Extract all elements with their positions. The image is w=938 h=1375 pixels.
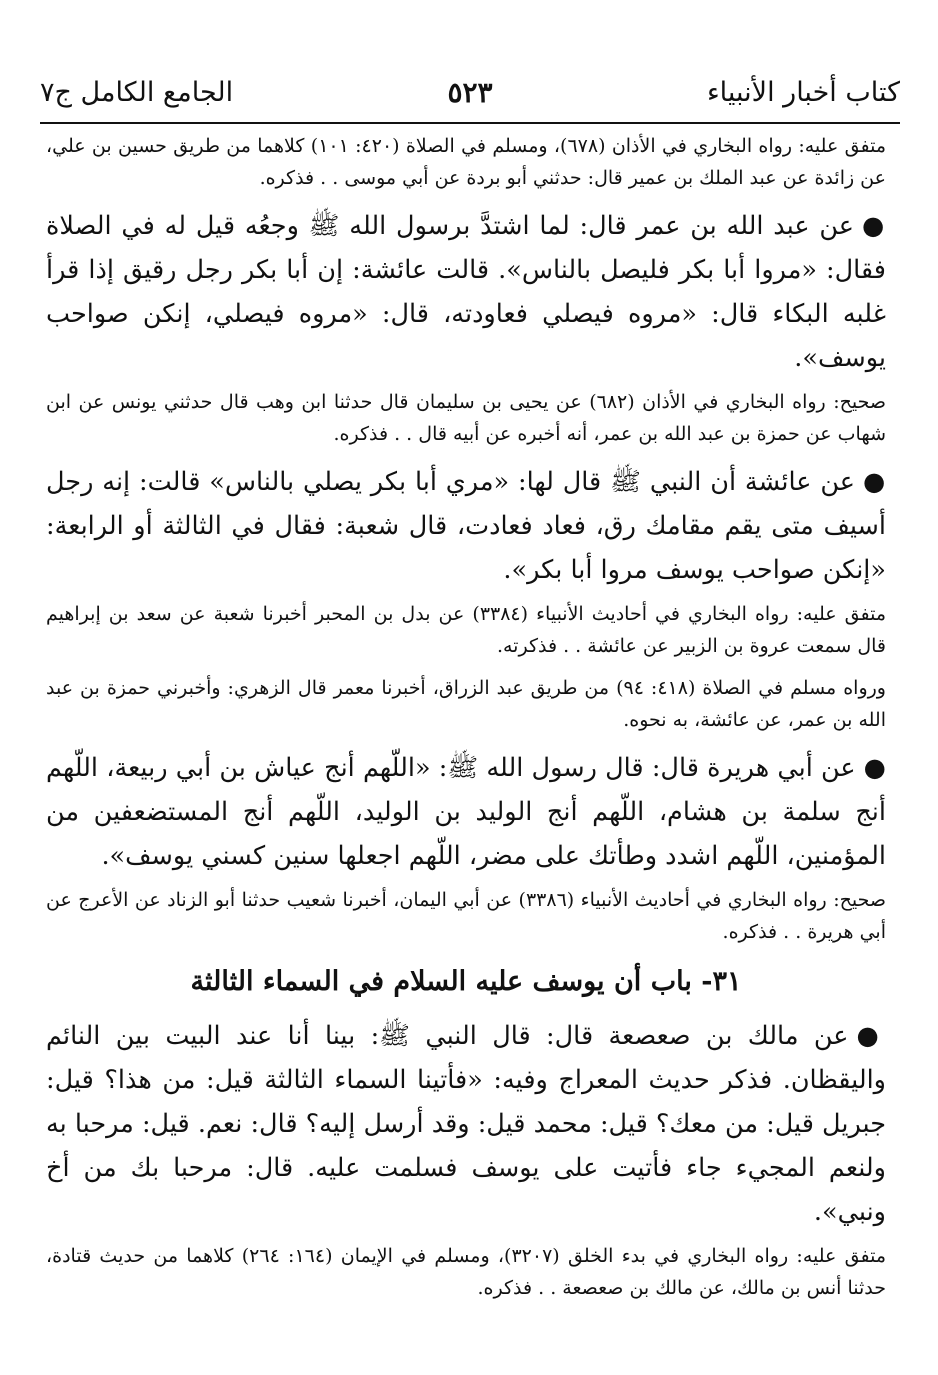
page-number: ٥٢٣ — [447, 75, 493, 109]
hadith-paragraph: ●عن أبي هريرة قال: قال رسول الله ﷺ: «اللّهم أنج عياش بن أبي ربيعة، اللّهم أنج سلمة بن هشام، اللّهم أنج الوليد بن الوليد، اللّهم أنج المستضعفين من المؤمنين، اللّهم اشدد وطأتك على مضر، اللّهم اجعلها سنين كسني يوسف». — [46, 753, 886, 871]
header-rule — [40, 122, 900, 124]
takhrij-note: صحيح: رواه البخاري في أحاديث الأنبياء (٣٣٨٦) عن أبي اليمان، أخبرنا شعيب حدثنا أبو الزناد عن الأعرج عن أبي هريرة . . فذكره. — [46, 889, 886, 943]
bullet-icon: ● — [863, 753, 886, 783]
page-header — [40, 66, 900, 118]
takhrij-note: متفق عليه: رواه البخاري في بدء الخلق (٣٢٠٧)، ومسلم في الإيمان (١٦٤: ٢٦٤) كلاهما من حديث قتادة، حدثنا أنس بن مالك، عن مالك بن صعصعة . . فذكره. — [46, 1245, 887, 1299]
takhrij-note: متفق عليه: رواه البخاري في أحاديث الأنبياء (٣٣٨٤) عن بدل بن المحبر أخبرنا شعبة عن سعد بن إبراهيم قال سمعت عروة بن الزبير عن عائشة . . فذكرته. — [46, 603, 886, 657]
book-chapter-title: كتاب أخبار الأنبياء — [706, 76, 900, 108]
bullet-icon: ● — [856, 1021, 886, 1051]
hadith-paragraph: ●عن عبد الله بن عمر قال: لما اشتدَّ برسول الله ﷺ وجعُه قيل له في الصلاة فقال: «مروا أبا بكر فليصل بالناس». قالت عائشة: إن أبا بكر رجل رقيق إذا قرأ غلبه البكاء قال: «مروه فيصلي فعاودته، قال: «مروه فيصلي، إنكن صواحب يوسف». — [46, 211, 886, 373]
takhrij-note: متفق عليه: رواه البخاري في الأذان (٦٧٨)، ومسلم في الصلاة (٤٢٠: ١٠١) كلاهما من طريق حسين بن علي، عن زائدة عن عبد الملك بن عمير قال: حدثني أبو بردة عن أبي موسى . . فذكره. — [46, 135, 886, 189]
book-volume-title: الجامع الكامل ج٧ — [40, 76, 234, 108]
takhrij-note: ورواه مسلم في الصلاة (٤١٨: ٩٤) من طريق عبد الزراق، أخبرنا معمر قال الزهري: وأخبرني حمزة بن عبد الله بن عمر، عن عائشة، به نحوه. — [46, 677, 886, 731]
section-heading: ٣١- باب أن يوسف عليه السلام في السماء الثالثة — [190, 966, 742, 997]
bullet-icon: ● — [862, 467, 886, 497]
bullet-icon: ● — [862, 211, 886, 241]
takhrij-note: صحيح: رواه البخاري في الأذان (٦٨٢) عن يحيى بن سليمان قال حدثنا ابن وهب قال حدثني يونس عن ابن شهاب عن حمزة بن عبد الله بن عمر، أنه أخبره عن أبيه قال . . فذكره. — [46, 391, 886, 445]
hadith-paragraph: ●عن مالك بن صعصعة قال: قال النبي ﷺ: بينا أنا عند البيت بين النائم واليقظان. فذكر حديث المعراج وفيه: «فأتينا السماء الثالثة قيل: من هذا؟ قيل: جبريل قيل: من معك؟ قيل: محمد قيل: وقد أرسل إليه؟ قال: نعم. قيل: مرحبا به ولنعم المجيء جاء فأتيت على يوسف فسلمت عليه. قال: مرحبا بك من أخ ونبي». — [46, 1021, 886, 1227]
page-body — [46, 130, 886, 1314]
hadith-paragraph: ●عن عائشة أن النبي ﷺ قال لها: «مري أبا بكر يصلي بالناس» قالت: إنه رجل أسيف متى يقم مقامك رق، فعاد فعادت، قال شعبة: فقال في الثالثة أو الرابعة: «إنكن صواحب يوسف مروا أبا بكر». — [46, 467, 886, 585]
